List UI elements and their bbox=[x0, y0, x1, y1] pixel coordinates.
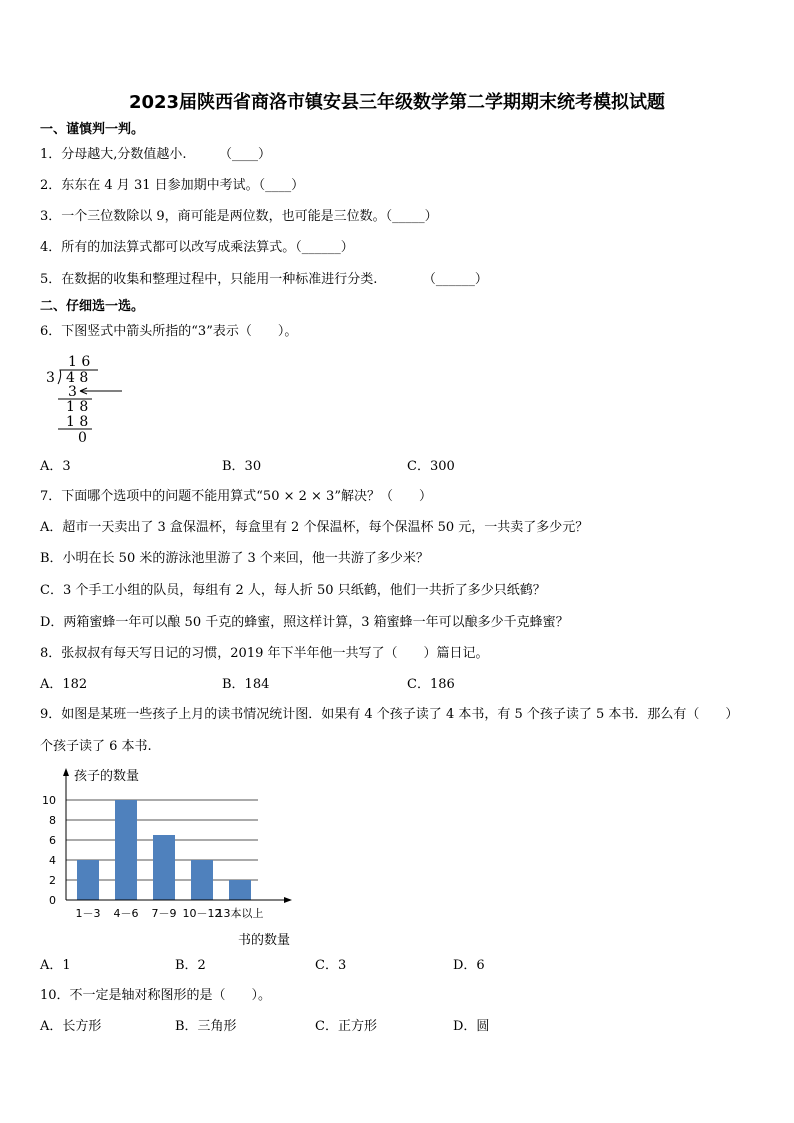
chart-bar bbox=[77, 860, 99, 900]
chart-bar bbox=[229, 880, 251, 900]
q9-option-c: C．3 bbox=[315, 958, 347, 973]
division-quotient: 1 6 bbox=[68, 354, 91, 370]
division-row-18b: 1 8 bbox=[66, 414, 89, 430]
division-row-0: 0 bbox=[78, 430, 87, 446]
q7-option-b: B．小明在长 50 米的游泳池里游了 3 个来回，他一共游了多少米？ bbox=[40, 551, 429, 566]
chart-y-axis-label: 孩子的数量 bbox=[74, 769, 140, 784]
q7-option-d: D．两箱蜜蜂一年可以酿 50 千克的蜂蜜，照这样计算，3 箱蜜蜂一年可以酿多少千克蜂蜜？ bbox=[40, 615, 569, 630]
division-dividend: 4 8 bbox=[66, 370, 89, 386]
division-divisor: 3 bbox=[46, 370, 55, 386]
reading-bar-chart bbox=[36, 760, 306, 950]
section-heading-choose: 二、仔细选一选。 bbox=[40, 299, 145, 314]
x-axis-arrow-icon bbox=[284, 897, 292, 903]
division-row-3: 3 bbox=[68, 384, 77, 400]
question-4: 4．所有的加法算式都可以改写成乘法算式。（______） bbox=[40, 240, 354, 255]
question-1: 1．分母越大,分数值越小. （____） bbox=[40, 147, 272, 162]
long-division-figure bbox=[40, 352, 130, 448]
q8-option-c: C．186 bbox=[407, 677, 455, 692]
chart-y-tick-label: 10 bbox=[42, 794, 56, 807]
chart-y-tick-label: 0 bbox=[49, 894, 56, 907]
chart-y-tick-label: 2 bbox=[49, 874, 56, 887]
chart-y-tick-label: 6 bbox=[49, 834, 56, 847]
chart-bar bbox=[153, 835, 175, 900]
question-6: 6．下图竖式中箭头所指的“3”表示（ ）。 bbox=[40, 324, 298, 339]
q9-option-a: A．1 bbox=[40, 958, 71, 973]
q6-option-b: B．30 bbox=[222, 459, 262, 474]
question-5: 5．在数据的收集和整理过程中，只能用一种标准进行分类. （______） bbox=[40, 272, 488, 287]
q7-option-a: A．超市一天卖出了 3 盒保温杯，每盒里有 2 个保温杯，每个保温杯 50 元，一共卖了多少元？ bbox=[40, 520, 589, 535]
chart-x-tick-label: 13本以上 bbox=[216, 907, 264, 920]
chart-x-axis-label: 书的数量 bbox=[238, 933, 291, 948]
question-10: 10．不一定是轴对称图形的是（ ）。 bbox=[40, 988, 272, 1003]
q10-option-c: C．正方形 bbox=[315, 1019, 377, 1034]
question-3: 3．一个三位数除以 9，商可能是两位数，也可能是三位数。（_____） bbox=[40, 209, 438, 224]
q9-option-d: D．6 bbox=[453, 958, 485, 973]
q6-option-c: C．300 bbox=[407, 459, 455, 474]
chart-bar bbox=[115, 800, 137, 900]
q8-option-b: B．184 bbox=[222, 677, 270, 692]
chart-x-tick-label: 10－12 bbox=[182, 907, 222, 920]
question-9-line-2: 个孩子读了 6 本书. bbox=[40, 739, 152, 754]
chart-x-tick-label: 1－3 bbox=[75, 907, 101, 920]
q8-option-a: A．182 bbox=[40, 677, 88, 692]
chart-y-tick-label: 4 bbox=[49, 854, 56, 867]
section-heading-judge: 一、谨慎判一判。 bbox=[40, 122, 145, 137]
question-7: 7．下面哪个选项中的问题不能用算式“50 × 2 × 3”解决？（ ） bbox=[40, 489, 432, 504]
question-2: 2．东东在 4 月 31 日参加期中考试。（____） bbox=[40, 178, 305, 193]
chart-x-tick-label: 7－9 bbox=[151, 907, 177, 920]
q10-option-d: D．圆 bbox=[453, 1019, 490, 1034]
chart-bar bbox=[191, 860, 213, 900]
q6-option-a: A．3 bbox=[40, 459, 71, 474]
chart-y-tick-label: 8 bbox=[49, 814, 56, 827]
y-axis-arrow-icon bbox=[63, 768, 69, 776]
page-title: 2023届陕西省商洛市镇安县三年级数学第二学期期末统考模拟试题 bbox=[128, 92, 666, 113]
q7-option-c: C．3 个手工小组的队员，每组有 2 人，每人折 50 只纸鹤，他们一共折了多少只纸鹤？ bbox=[40, 583, 546, 598]
division-row-18a: 1 8 bbox=[66, 399, 89, 415]
q9-option-b: B．2 bbox=[175, 958, 206, 973]
chart-x-tick-label: 4－6 bbox=[113, 907, 139, 920]
q10-option-b: B．三角形 bbox=[175, 1019, 237, 1034]
question-8: 8．张叔叔有每天写日记的习惯，2019 年下半年他一共写了（ ）篇日记。 bbox=[40, 646, 489, 661]
q10-option-a: A．长方形 bbox=[40, 1019, 102, 1034]
question-9-line-1: 9．如图是某班一些孩子上月的读书情况统计图．如果有 4 个孩子读了 4 本书，有 5 个孩子读了 5 本书．那么有（ ） bbox=[40, 707, 739, 722]
